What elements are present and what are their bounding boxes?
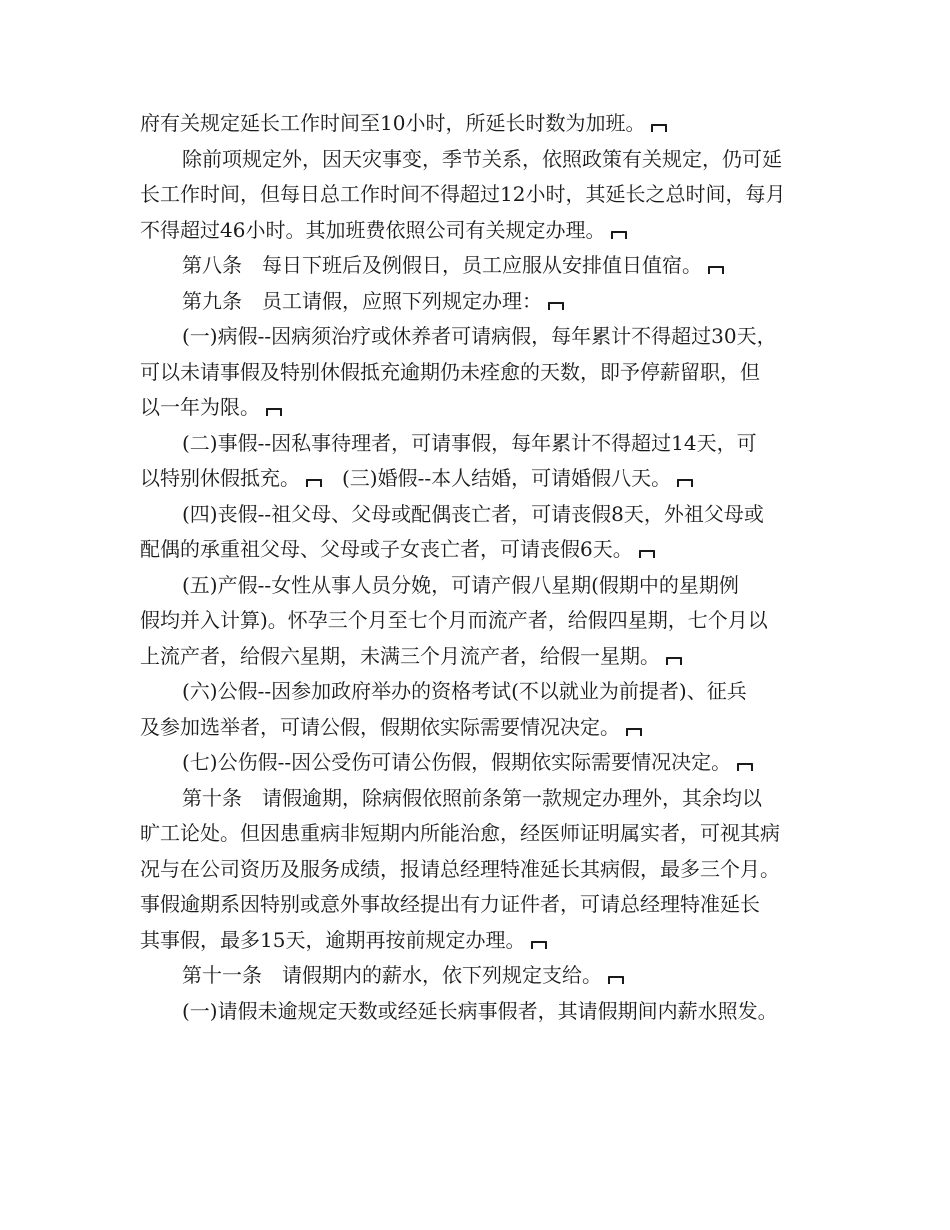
line-text: 配偶的承重祖父母、父母或子女丧亡者，可请丧假6天。: [140, 537, 633, 561]
line-text: 不得超过46小时。其加班费依照公司有关规定办理。: [140, 217, 606, 242]
text-line: [140, 390, 820, 426]
paragraph-mark-icon: [266, 408, 282, 416]
paragraph-mark-icon: [651, 124, 667, 132]
text-line: [140, 142, 820, 178]
line-text: 假均并入计算)。怀孕三个月至七个月而流产者，给假四星期，七个月以: [140, 608, 768, 632]
paragraph-mark-icon: [548, 302, 564, 310]
line-text: 第八条 每日下班后及例假日，员工应服从安排值日值宿。: [182, 253, 702, 277]
text-line: [140, 639, 820, 675]
line-text: (一)病假--因病须治疗或休养者可请病假，每年累计不得超过30天，: [182, 324, 777, 348]
text-line: [140, 319, 820, 355]
line-text: (一)请假未逾规定天数或经延长病事假者，其请假期间内薪水照发。: [182, 998, 778, 1023]
paragraph-mark-icon: [708, 266, 724, 274]
line-text: 以一年为限。: [140, 395, 260, 419]
paragraph-mark-icon: [611, 231, 627, 239]
text-line: [140, 426, 820, 462]
text-line: [140, 603, 820, 639]
text-line: [140, 532, 820, 568]
line-text: (二)事假--因私事待理者，可请事假，每年累计不得超过14天，可: [182, 430, 757, 455]
text-line: [140, 887, 820, 923]
paragraph-mark-icon: [639, 550, 655, 558]
text-line: [140, 958, 820, 994]
text-line: [140, 497, 820, 533]
line-text: 事假逾期系因特别或意外事故经提出有力证件者，可请总经理特准延长: [140, 892, 760, 916]
text-line: [140, 284, 820, 320]
text-line: [140, 177, 820, 213]
line-text: 第十条 请假逾期，除病假依照前条第一款规定办理外，其余均以: [182, 785, 762, 810]
line-text: (四)丧假--祖父母、父母或配偶丧亡者，可请丧假8天，外祖父母或: [182, 501, 764, 526]
text-line: [140, 710, 820, 746]
line-text: 旷工论处。但因患重病非短期内所能治愈，经医师证明属实者，可视其病: [140, 821, 780, 845]
text-line: [140, 568, 820, 604]
line-text: 除前项规定外，因天灾事变，季节关系，依照政策有关规定，仍可延: [182, 146, 782, 171]
text-line: [140, 923, 820, 959]
text-line: [140, 781, 820, 817]
text-line: [140, 674, 820, 710]
line-text-tail: (三)婚假--本人结婚，可请婚假八天。: [322, 466, 672, 490]
paragraph-mark-icon: [666, 657, 682, 665]
line-text: 第九条 员工请假，应照下列规定办理：: [182, 288, 542, 313]
text-line: [140, 355, 820, 391]
line-text: 长工作时间，但每日总工作时间不得超过12小时，其延长之总时间，每月: [140, 182, 786, 206]
text-line: [140, 248, 820, 284]
paragraph-mark-icon: [677, 479, 693, 487]
text-line: [140, 745, 820, 781]
line-text: (七)公伤假--因公受伤可请公伤假，假期依实际需要情况决定。: [182, 750, 732, 774]
line-text: 第十一条 请假期内的薪水，依下列规定支给。: [182, 963, 602, 987]
line-text: 可以未请事假及特别休假抵充逾期仍未痊愈的天数，即予停薪留职，但: [140, 359, 760, 384]
line-text: 其事假，最多15天，逾期再按前规定办理。: [140, 927, 526, 952]
line-text: 上流产者，给假六星期，未满三个月流产者，给假一星期。: [140, 643, 660, 668]
line-text: 府有关规定延长工作时间至10小时，所延长时数为加班。: [140, 111, 646, 135]
paragraph-mark-icon: [531, 941, 547, 949]
paragraph-mark-icon: [737, 763, 753, 771]
text-line: [140, 461, 820, 497]
paragraph-mark-icon: [626, 728, 642, 736]
text-line: [140, 852, 820, 888]
line-text: 及参加选举者，可请公假，假期依实际需要情况决定。: [140, 714, 620, 739]
text-line: [140, 213, 820, 249]
text-line: [140, 106, 820, 142]
line-text: (五)产假--女性从事人员分娩，可请产假八星期(假期中的星期例: [182, 572, 739, 597]
text-line: [140, 994, 820, 1030]
text-line: [140, 816, 820, 852]
line-text: (六)公假--因参加政府举办的资格考试(不以就业为前提者)、征兵: [182, 679, 747, 703]
document-body: [140, 106, 820, 1029]
line-text: 况与在公司资历及服务成绩，报请总经理特准延长其病假，最多三个月。: [140, 856, 780, 881]
paragraph-mark-icon: [306, 479, 322, 487]
paragraph-mark-icon: [608, 976, 624, 984]
line-text: 以特别休假抵充。: [140, 466, 300, 490]
